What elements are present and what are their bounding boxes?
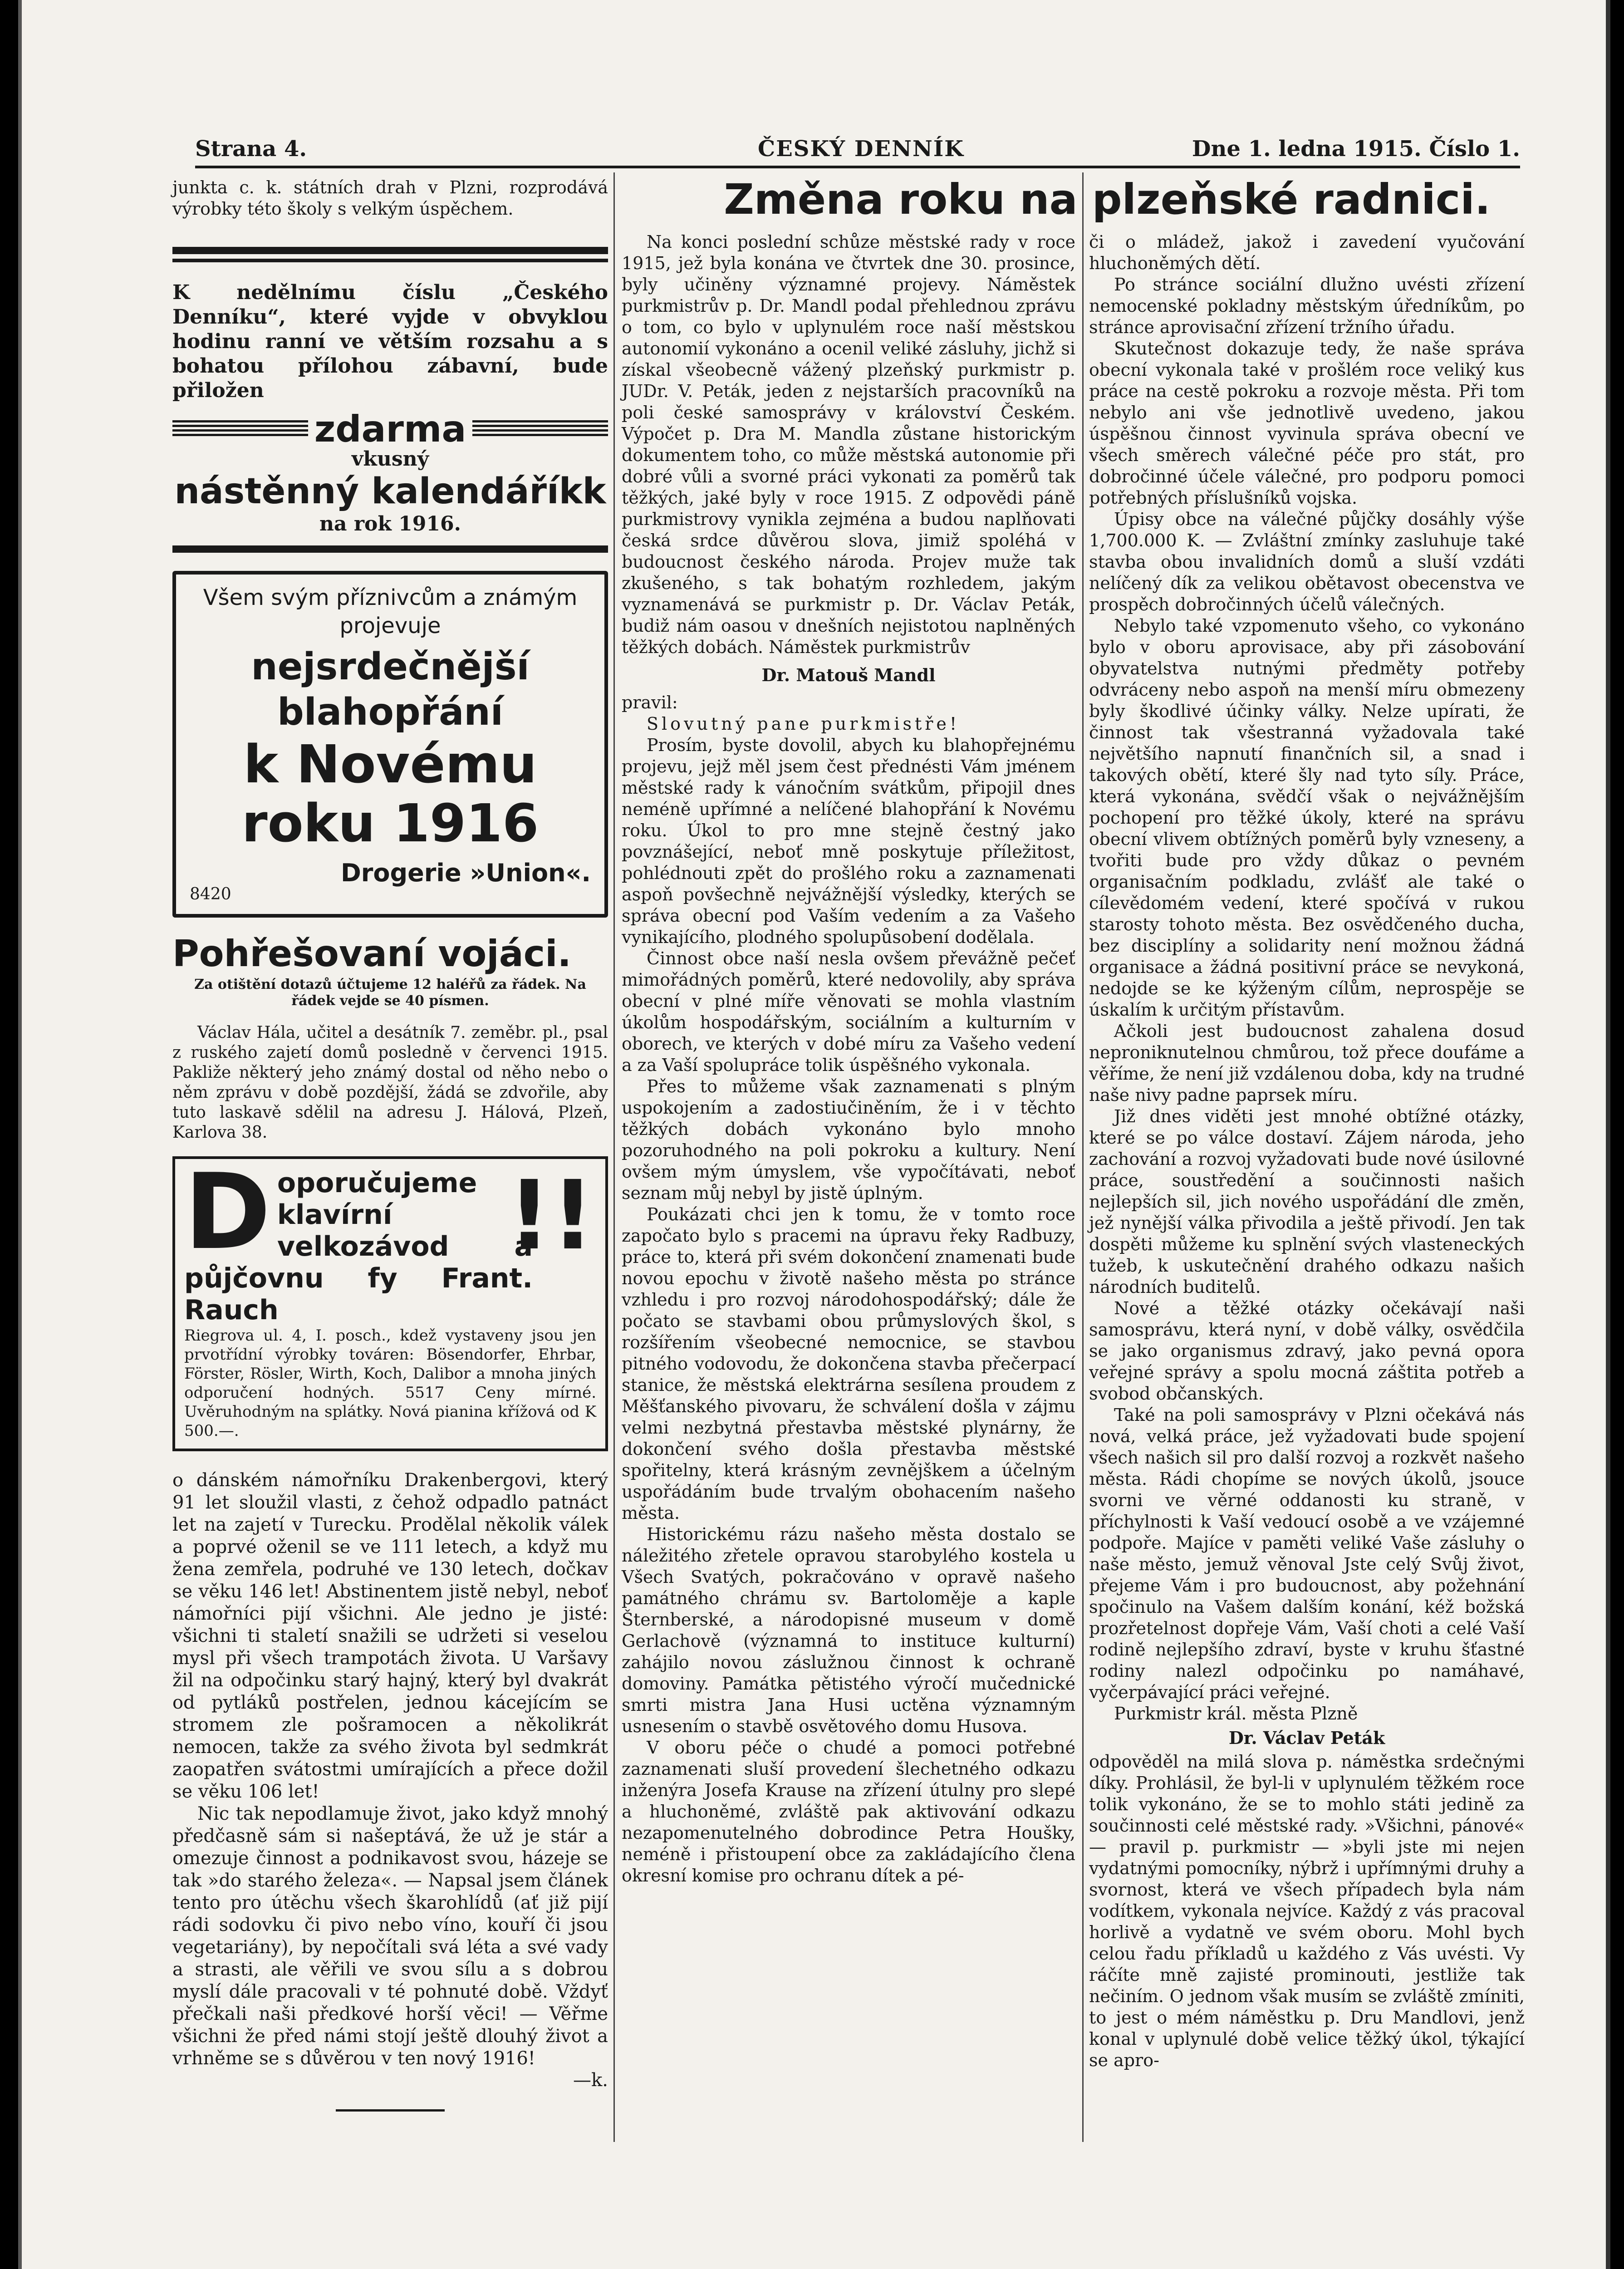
article-paragraph: pravil:: [622, 692, 678, 712]
story-paragraph: o dánském námořníku Drakenbergovi, který 91 let sloužil vlasti, z čehož odpadlo patnáct let na zajetí v Turecku. Prodělal několik válek a poprvé oženil se ve 111 letech, a když mu žena zemřela, podruhé ve 130 letech, dočkav se věku 146 let! Abstinentem jistě nebyl, neboť námořníci pijí všichni. Ale jedno je jisté: všichni ti staletí snažili se udržeti si veselou mysl při všech trampotách života. U Varšavy žil na odpočinku starý hajný, který byl dvakrát od pytláků postřelen, jednou kácejícím se stromem zle pošramocen a několikrát nemocen, takže za svého života byl sedmkrát zaopatřen svátostmi umírajících a přece dožil se věku 106 let!: [172, 1470, 608, 1802]
missing-soldiers-title: Pohřešovaní vojáci.: [172, 933, 571, 975]
piano-ad: [172, 1152, 608, 1451]
page-number: Strana 4.: [195, 136, 307, 162]
article-paragraph: Také na poli samosprávy v Plzni očekává nás nová, velká práce, jež vyžadovati bude spojení všech našich sil pro další rozvoj a rozkvět našeho města. Rádi chopíme se nových úkolů, jsouce svorni ve věrné oddanosti ku straně, v příchylnosti k Vaší vedoucí osobě a ve vzájemné podpoře. Majíce v paměti veliké Vaše zásluhy o naše město, jemuž věnoval Jste celý Svůj život, přejeme Vám i pro budoucnost, aby požehnání spočinulo na Vašem dalším konání, kéž božská prozřetelnost dopřeje Vám, Vaší choti a celé Vaší rodině nejlepšího zdraví, byste v kruhu šťastné rodiny nalezl odpočinku po namáhavé, vyčerpávající práci veřejné.: [1089, 1405, 1525, 1702]
article-paragraph: Nové a těžké otázky očekávají naši samosprávu, která nyní, v době války, osvědčila se jako organismus zdravý, jako pevná opora veřejné správy a spolu mocná záštita potřeb a svobod občanských.: [1089, 1298, 1525, 1404]
page-header: [195, 132, 1520, 168]
article-paragraph: Činnost obce naší nesla ovšem převážně pečeť mimořádných poměrů, které nedovolily, aby správa obecní v plné míře věnovati se mohla vlastním úkolům hospodářským, sociálním a kulturním v oborech, ve kterých v dobé míru za Vašeho vedení a za Vaší spolupráce tolik úspěšného vykonala.: [622, 948, 1075, 1075]
article-paragraph: Přes to můžeme však zaznamenati s plným uspokojením a zadostiučiněním, že i v těchto těžkých dobách vykonáno bylo mnoho pozoruhodného na poli pokroku a kultury. Není ovšem mým úmyslem, vše vypočítávati, neboť seznam můj nebyl by jistě úplným.: [622, 1076, 1075, 1203]
greeting-number: 8420: [190, 885, 231, 904]
salutation: Slovutný pane purkmistře!: [647, 714, 960, 734]
ad-dropcap: D: [184, 1152, 271, 1273]
greeting-line3: k Novému roku 1916: [241, 734, 539, 854]
decorative-stripes: [172, 420, 308, 438]
column-1: [172, 177, 608, 2112]
ad-exclamation: !!: [507, 1160, 594, 1271]
article-paragraph: Poukázati chci jen k tomu, že v tomto roce započato bylo s pracemi na úpravu řeky Radbuzy, práce to, která při svém dokončení znamenati bude novou epochu v životě našeho města po stránce vzhledu i pro rozvoj národohospodářský; dále že počato se stavbami obou průmyslových škol, s rozšířením všeobecné nemocnice, se stavbou pitného vodovodu, že dokončena stavba přečerpací stanice, že městská elektrárna sesílena proudem z Měšťanského pivovaru, že schválení došla v zájmu velmi nezbytná přestavba městské plynárny, že dokončení svého došla přestavba městské spořitelny, která krásným zevnějškem a účelným uspořádáním bude trvalým obohacením našeho města.: [622, 1204, 1075, 1523]
calendar-title: nástěnný kalendáříkk: [174, 471, 606, 512]
article-paragraph: Úpisy obce na válečné půjčky dosáhly výše 1,700.000 K. — Zvláštní zmínky zasluhuje také stavba obou invalidních domů a sluší vzdáti nelíčený dík za velikou obětavost obecenstva ve prospěch dobročinných účelů válečných.: [1089, 509, 1525, 614]
greeting-ad: [172, 571, 608, 918]
calendar-vkusny: vkusný: [351, 447, 429, 471]
article-paragraph: Nebylo také vzpomenuto všeho, co vykonáno bylo v oboru aprovisace, aby při zásobování obyvatelstva nutnými předměty potřeby odvráceny nebo aspoň na menší míru obmezeny byly škodlivé účinky války. Nelze upírati, že činnost tak všestranná vyžadovala také největšího napnutí finančních sil, a snad i takových obětí, které šly nad tyto síly. Práce, která vykonána, svědčí však o nejvážnějším pochopení pro těžké úkoly, které na správu obecní vlivem obtížných poměrů byly vzneseny, a tvořiti bude pro vždy důkaz o pevném organisačním podkladu, zvlášť ale také o cílevědomém vedení, které spočívá v rukou starosty tohoto města. Bez osvědčeného ducha, bez disciplíny a solidarity není možnou žádná organisace a žádná positivní práce se nevykoná, nedojde se ke kýženým cílům, neprospěje se úskalím k určitým přístavům.: [1089, 616, 1525, 1020]
article-paragraph: Po stránce sociální dlužno uvésti zřízení nemocenské pokladny městským úředníkům, po stránce aprovisační zřízení tržního úřadu.: [1089, 275, 1525, 337]
article-paragraph: Purkmistr král. města Plzně: [1114, 1704, 1358, 1724]
article-paragraph: odpověděl na milá slova p. náměstka srdečnými díky. Prohlásil, že byl-li v uplynulém těžkém roce tolik vykonáno, že se to mohlo státi jedině za součinnosti celé městské rady. »Všichni, pánové« — pravil p. purkmistr — »byli jste mi nejen vydatnými pomocníky, nýbrž i upřímnými druhy a svornost, která ve všech případech byla nám vodítkem, vykonala nejvíce. Každý z vás pracoval horlivě a vydatně ve svém oboru. Mohl bych celou řadu příkladů u každého z Vás uvésti. Vy ráčíte mně zajisté prominouti, jestliže tak nečiním. O jednom však musím se zvláště zmíniti, to jest o mém náměstku p. Dru Mandlovi, jenž konal v uplynulé době velice těžký úkol, týkající se apro-: [1089, 1752, 1525, 2070]
greeting-sign: Drogerie »Union«.: [340, 859, 591, 887]
calendar-zdarma: zdarma: [314, 408, 466, 450]
missing-soldiers-note: Za otištění dotazů účtujeme 12 haléřů za řádek. Na řádek vejde se 40 písmen.: [194, 977, 586, 1009]
divider-bar: [172, 259, 608, 262]
speaker-name: Dr. Matouš Mandl: [761, 665, 936, 685]
column-divider-1: [613, 172, 615, 2142]
ad-body: Riegrova ul. 4, I. posch., kdež vystaveny jsou jen prvotřídní výrobky továren: Bösendorfer, Ehrbar, Förster, Rösler, Wirth, Koch, Dalibor a mnoha jiných odporučení hodných. 5517 Ceny mírné. Uvěruhodným na splátky. Nová pianina křížová od K 500.—.: [184, 1326, 596, 1440]
story-paragraph: Nic tak nepodlamuje život, jako když mnohý předčasně sám si našeptává, že už je stár a omezuje činnost a podnikavost svou, házeje se tak »do starého železa«. — Napsal jsem článek tento pro útěchu všech škarohlídů (ať již pijí rádi sodovku či pivo nebo víno, kouří či jsou vegetariány), by nepočítali svá léta a své vady a strasti, ale věřili ve svou sílu a s dobrou myslí dále pracovali v té pohnuté době. Vždyť přečkali naši předkové horší věci! — Věřme všichni že před námi stojí ještě dlouhý život a vrhněme se s důvěrou v ten nový 1916!: [172, 1803, 608, 2069]
header-rule: [195, 166, 1520, 168]
masthead: ČESKÝ DENNÍK: [758, 136, 964, 162]
story-signature: —k.: [573, 2070, 608, 2091]
article-title: Změna roku na plzeňské radnici.: [724, 175, 1491, 224]
column-3: [1089, 231, 1525, 2071]
article-paragraph: Na konci poslední schůze městské rady v roce 1915, jež byla konána ve čtvrtek dne 30. prosince, byly učiněny významné projevy. Náměstek purkmistrův p. Dr. Mandl podal přehlednou zprávu o tom, co bylo v uplynulém roce naší městskou autonomií vykonáno a ocenil veliké zásluhy, jichž si získal všeobecně vážený plzeňský purkmistr p. JUDr. V. Peták, jeden z nejstarších pracovníků na poli české samosprávy v království Českém. Výpočet p. Dra M. Mandla zůstane historickým dokumentem toho, co může městská autonomie při dobré vůli a svorné práci vykonati za poměrů tak těžkých, jaké byly v roce 1915. Z odpovědi páně purkmistrovy vynikla zejména a budou naplňovati česká srdce důvěrou slova, jimiž spoléhá v budoucnost českého národa. Projev muže tak zkušeného, s tak bohatým rozhledem, jakým vyznamenává se purkmistr p. Dr. Václav Peták, budiž nám oasou v dnešních nejistotou naplněných těžkých dobách. Náměstek purkmistrův: [622, 232, 1075, 657]
ad-headline: oporučujeme klavírní velkozávod a půjčovnu fy Frant. Rauch: [184, 1167, 533, 1326]
article-paragraph: V oboru péče o chudé a pomoci potřebné zaznamenati sluší provedení šlechetného odkazu inženýra Josefa Krause na zřízení útulny pro slepé a hluchoněmé, zvláště pak aktivování odkazu nezapomenutelného dobrodince Petra Houšky, neméně i přistoupení obce za zakládajícího člena okresní komise pro ochranu dítek a pé-: [622, 1738, 1075, 1886]
calendar-zdarma-row: [172, 408, 608, 450]
divider-bar: [172, 545, 608, 553]
scan-edge-right: [1606, 0, 1610, 2269]
issue-date: Dne 1. ledna 1915. Číslo 1.: [1192, 136, 1520, 162]
greeting-line1: Všem svým příznivcům a známým projevuje: [203, 585, 578, 638]
greeting-line2: nejsrdečnější blahopřání: [251, 645, 530, 734]
intro-text: junkta c. k. státních drah v Plzni, rozprodává výrobky této školy s velkým úspěchem.: [172, 177, 608, 219]
article-paragraph: Prosím, byste dovolil, abych ku blahopřejnému projevu, jejž měl jsem čest přednésti Vám jménem městské rady k vánočním svátkům, připojil dnes neméně upřímné a nelíčené blahopřání k Novému roku. Úkol to pro mne stejně čestný jako povznášející, neboť mně poskytuje příležitost, pohlédnouti zpět do prošlého roku a zaznamenati aspoň povšechně nejvážnější výsledky, kterých se správa obecní pod Vaším vedením a za Vašeho vynikajícího, plodného spolupůsobení dodělala.: [622, 735, 1075, 947]
article-paragraph: Skutečnost dokazuje tedy, že naše správa obecní vykonala také v prošlém roce veliký kus práce na cestě pokroku a rozvoje města. Při tom nebylo ani vše jednotlivě uvedeno, jakou úspěšnou činnost vyvinula správa obecní ve všech směrech válečné péče pro stát, pro dobročinné účele válečné, pro podporu pomoci potřebných příslušníků vojska.: [1089, 339, 1525, 508]
calendar-year: na rok 1916.: [319, 512, 461, 535]
article-paragraph: či o mládež, jakož i zavedení vyučování hluchoněmých dětí.: [1089, 232, 1525, 273]
calendar-notice: K nedělnímu číslu „Českého Denníku“, které vyjde v obvyklou hodinu ranní ve větším rozsahu a s bohatou přílohou zábavní, bude přiložen: [172, 281, 608, 402]
missing-soldiers-text: Václav Hála, učitel a desátník 7. zeměbr. pl., psal z ruského zajetí domů posledně v červenci 1915. Pakliže některý jeho známý dostal od něho nebo o něm zprávu v době pozdější, žádá se zdvořile, aby tuto laskavě sdělil na adresu J. Hálová, Plzeň, Karlova 38.: [172, 1023, 608, 1142]
speaker-name: Dr. Václav Peták: [1228, 1728, 1385, 1748]
article-paragraph: Historickému rázu našeho města dostalo se náležitého zřetele opravou starobylého kostela u Všech Svatých, pokračováno v opravě našeho památného chrámu sv. Bartoloměje a kaple Šternberské, a národopisné museum v domě Gerlachově (významná to instituce kulturní) zahájilo novou záslužnou činnost k ochraně domoviny. Památka pětistého výročí mučednické smrti mistra Jana Husi uctěna významným usnesením o stavbě osvětového domu Husova.: [622, 1524, 1075, 1736]
column-2: [622, 231, 1075, 1886]
divider-bar: [172, 247, 608, 254]
decorative-stripes: [472, 420, 608, 438]
end-rule: [336, 2109, 445, 2112]
article-paragraph: Ačkoli jest budoucnost zahalena dosud neproniknutelnou chmůrou, tož přece doufáme a věříme, že není již vzdálenou doba, kdy na trudné naše nivy padne paprsek míru.: [1089, 1021, 1525, 1105]
scan-edge-left: [18, 0, 22, 2269]
article-paragraph: Již dnes viděti jest mnohé obtížné otázky, které se po válce dostaví. Zájem národa, jeho zachování a rozvoj vyžadovati bude nové úsilovné práce, soustředění a součinnosti našich nejlepších sil, jich nového uspořádání dle změn, jež nynější válka přivodila a ještě přivodí. Jen tak dospěti můžeme ku splnění svých vlasteneckých tužeb, k uskutečnění drahého odkazu našich národních buditelů.: [1089, 1106, 1525, 1297]
column-divider-2: [1082, 172, 1084, 2142]
